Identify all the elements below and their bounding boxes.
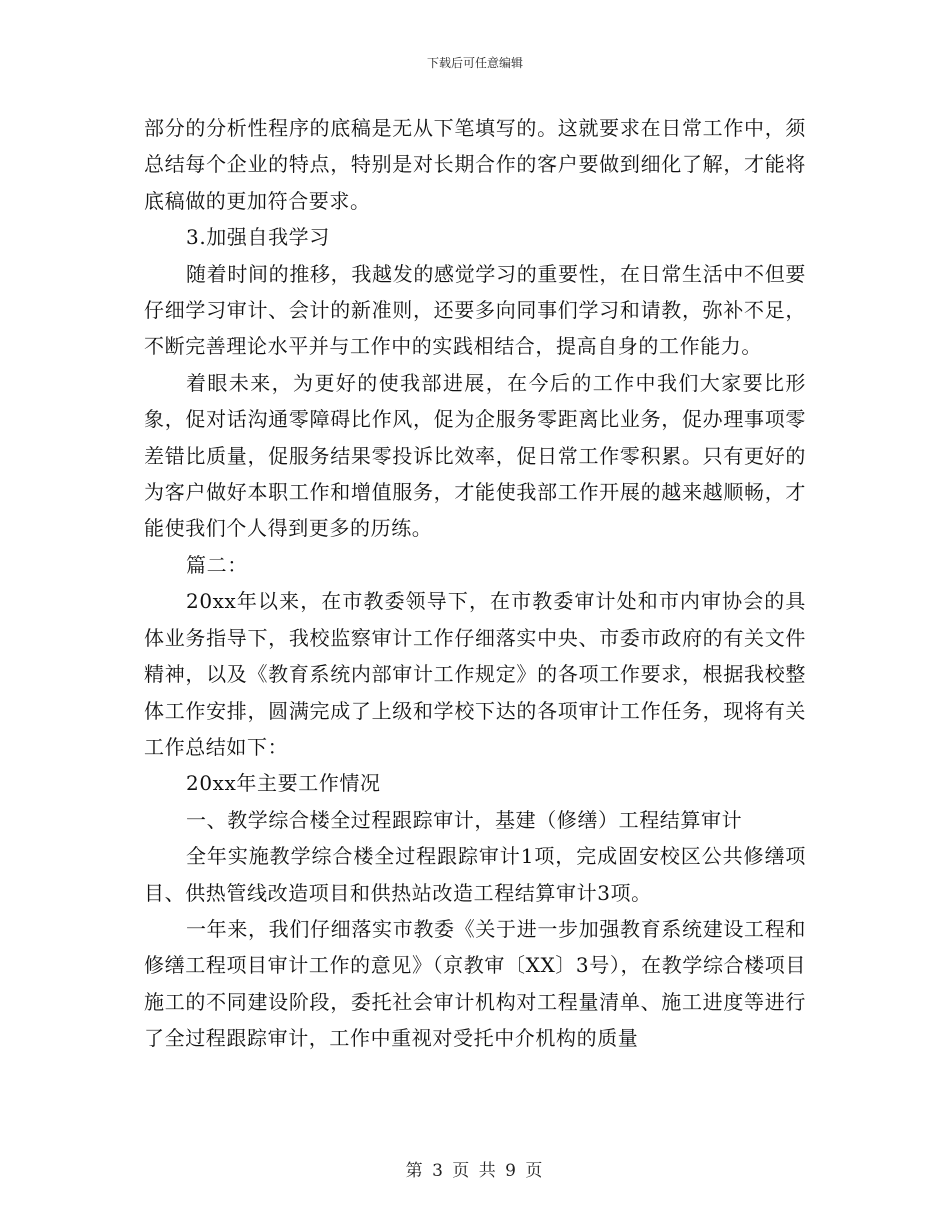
paragraph-7-heading: 20xx年主要工作情况 xyxy=(186,771,381,796)
paragraph-3: 随着时间的推移，我越发的感觉学习的重要性，在日常生活中不但要仔细学习审计、会计的新准则，还要多向同事们学习和请教，弥补不足，不断完善理论水平并与工作中的实践相结合，提高自身的工作能力。 xyxy=(144,261,806,359)
page-number: 第 3 页 共 9 页 xyxy=(405,1161,545,1181)
paragraph-1: 部分的分析性程序的底稿是无从下笔填写的。这就要求在日常工作中，须总结每个企业的特点，特别是对长期合作的客户要做到细化了解，才能将底稿做的更加符合要求。 xyxy=(144,116,806,213)
paragraph-10: 一年来，我们仔细落实市教委《关于进一步加强教育系统建设工程和修缮工程项目审计工作的意见》（京教审〔XX〕3号），在教学综合楼项目施工的不同建设阶段，委托社会审计机构对工程量清单、施工进度等进行了全过程跟踪审计，工作中重视对受托中介机构的质量 xyxy=(144,916,806,1051)
page-header-note: 下载后可任意编辑 xyxy=(426,56,523,70)
paragraph-9: 全年实施教学综合楼全过程跟踪审计1项，完成固安校区公共修缮项目、供热管线改造项目和供热站改造工程结算审计3项。 xyxy=(144,844,806,905)
paragraph-8-heading: 一、教学综合楼全过程跟踪审计，基建（修缮）工程结算审计 xyxy=(186,807,743,832)
paragraph-2-heading: 3.加强自我学习 xyxy=(186,225,330,250)
paragraph-6: 20xx年以来，在市教委领导下，在市教委审计处和市内审协会的具体业务指导下，我校监察审计工作仔细落实中央、市委市政府的有关文件精神，以及《教育系统内部审计工作规定》的各项工作要求，根据我校整体工作安排，圆满完成了上级和学校下达的各项审计工作任务，现将有关工作总结如下： xyxy=(144,589,806,759)
paragraph-4: 着眼未来，为更好的使我部进展，在今后的工作中我们大家要比形象，促对话沟通零障碍比作风，促为企服务零距离比业务，促办理事项零差错比质量，促服务结果零投诉比效率，促日常工作零积累。只有更好的为客户做好本职工作和增值服务，才能使我部工作开展的越来越顺畅，才能使我们个人得到更多的历练。 xyxy=(144,370,806,541)
paragraph-5-heading: 篇二： xyxy=(186,552,248,577)
document-body xyxy=(144,110,806,1057)
